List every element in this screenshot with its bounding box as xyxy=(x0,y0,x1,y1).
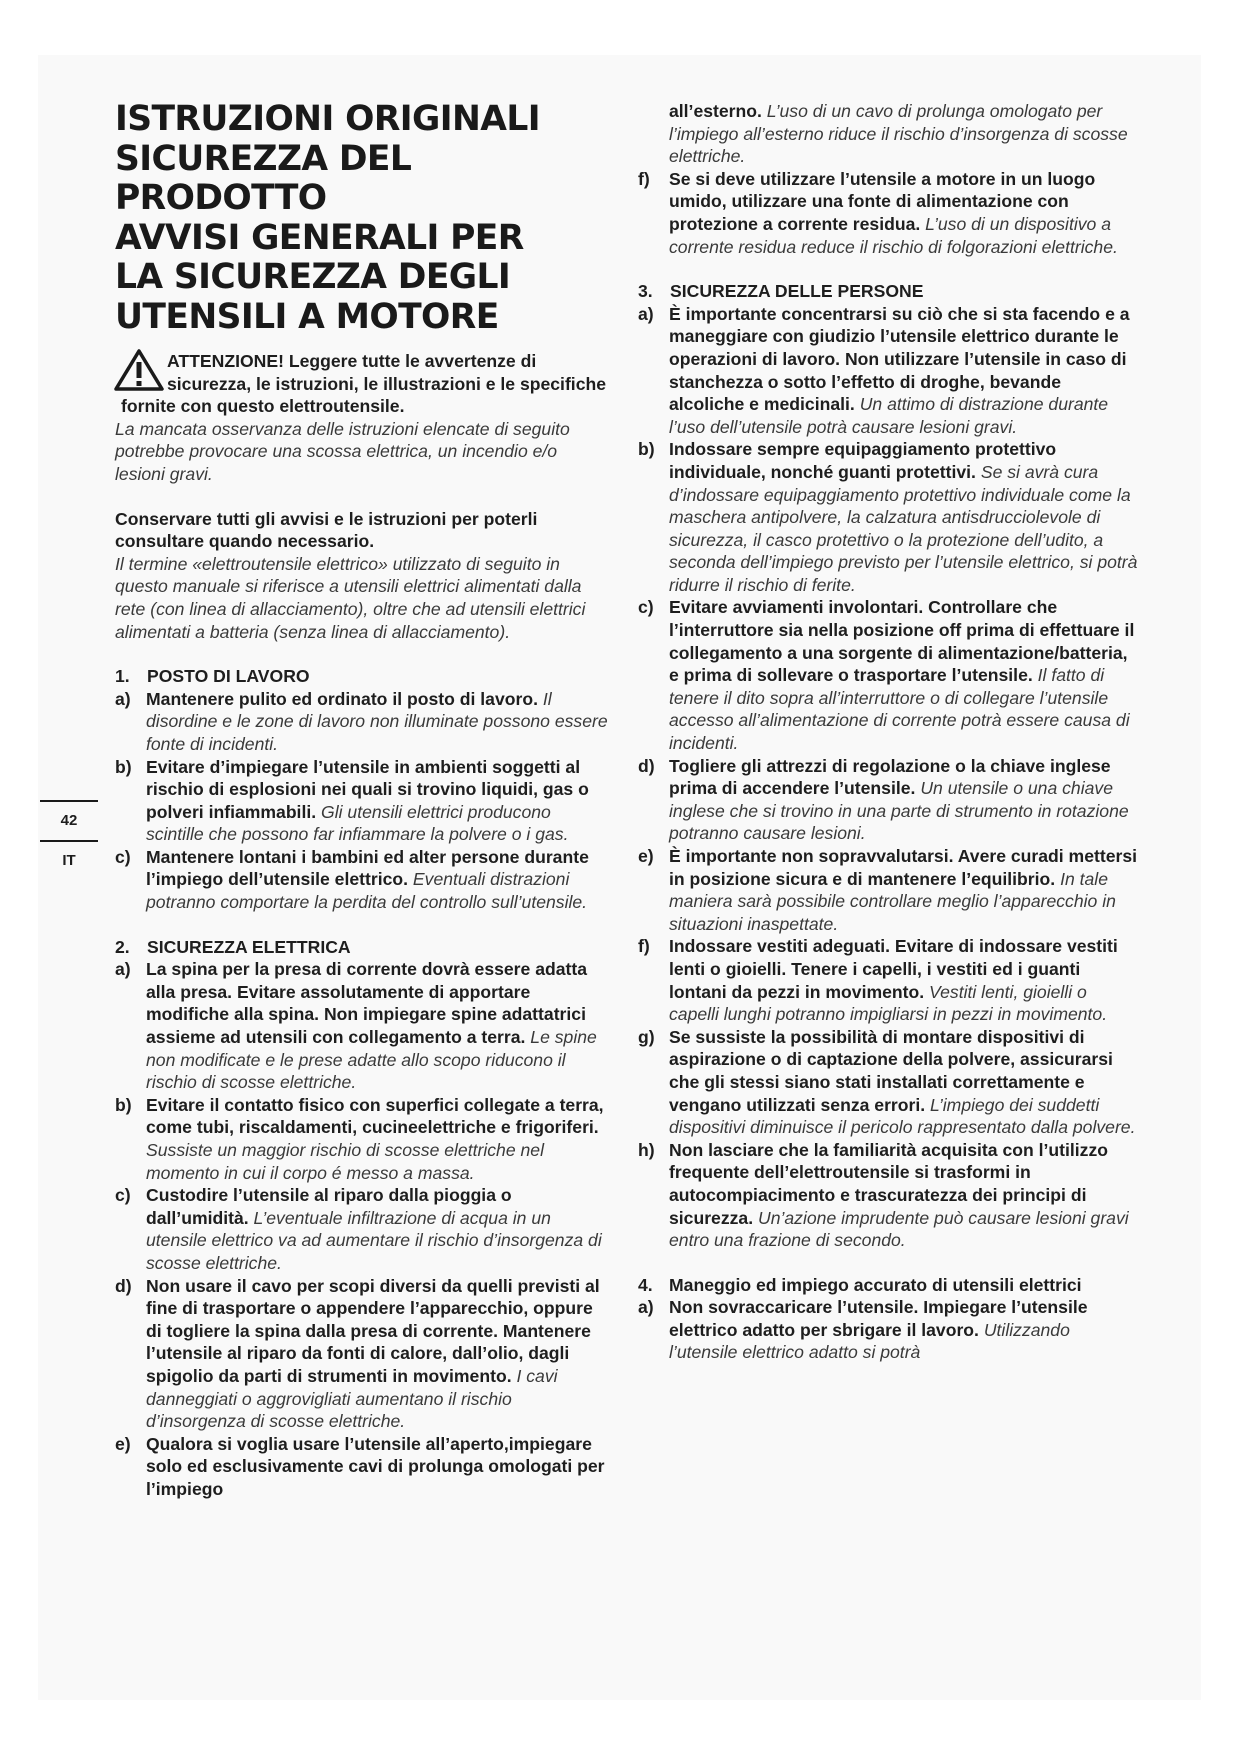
item-note: Se si avrà cura d’indossare equipaggiamento protettivo individuale come la maschera antipolvere, la calzatura antisdrucciolevole di sicurezza, il casco protettivo o la protezione dell’udito, a seconda dell’impiego previsto per l’utensile elettrico, si potrà ridurre il rischio di ferite. xyxy=(669,461,1138,595)
title-line: PRODOTTO xyxy=(115,178,327,218)
item-letter: b) xyxy=(115,756,132,777)
item-instruction: La spina per la presa di corrente dovrà essere adatta alla presa. Evitare assolutamente di apportare modifiche alla spina. Non impiegare spine adattatrici assieme ad utensili con collegamento a terra. xyxy=(146,959,588,1048)
item-instruction: Evitare il contatto fisico con superfici collegate a terra, come tubi, riscaldamenti, cucineelettriche e frigoriferi. xyxy=(146,1094,604,1138)
item-note: Il fatto di tenere il dito sopra all’interruttore o di collegare l’utensile accesso all’alimentazione di corrente potrà essere causa di incidenti. xyxy=(669,665,1130,754)
item-instruction: Qualora si voglia usare l’utensile all’aperto,impiegare solo ed esclusivamente cavi di prolunga omologati per l’impiego xyxy=(146,1433,605,1499)
item-note: L’impiego dei suddetti dispositivi diminuisce il pericolo rappresentato dalla polvere. xyxy=(669,1094,1136,1138)
list-item xyxy=(115,688,611,756)
section-title: Maneggio ed impiego accurato di utensili elettrici xyxy=(669,1274,1082,1295)
list-item xyxy=(638,1026,1138,1139)
item-note: Utilizzando l’utensile elettrico adatto si potrà xyxy=(669,1319,1070,1363)
item-letter: f) xyxy=(638,168,650,189)
document-title xyxy=(115,100,611,337)
list-item xyxy=(638,1296,1138,1364)
title-line: UTENSILI A MOTORE xyxy=(115,296,499,337)
item-instruction: Se si deve utilizzare l’utensile a motore in un luogo umido, utilizzare una fonte di alimentazione con protezione a corrente residua. xyxy=(669,168,1096,234)
warning-text: ATTENZIONE! Leggere tutte le avvertenze di sicurezza, le istruzioni, le illustrazioni e le specifiche fornite con questo elettroutensile. xyxy=(121,351,607,417)
item-instruction: Mantenere lontani i bambini ed alter persone durante l’impiego dell’utensile elettrico. xyxy=(146,846,589,890)
right-column xyxy=(638,100,1138,1364)
item-letter: d) xyxy=(115,1275,132,1296)
keep-instructions: Conservare tutti gli avvisi e le istruzioni per poterli consultare quando necessario. xyxy=(115,508,538,552)
list-item xyxy=(638,168,1138,258)
list-item xyxy=(638,303,1138,439)
divider xyxy=(40,840,98,842)
item-note: Un attimo di distrazione durante l’uso dell’utensile potrà causare lesioni gravi. xyxy=(669,394,1109,437)
list-item xyxy=(638,755,1138,845)
item-instruction: Evitare avviamenti involontari. Controllare che l’interruttore sia nella posizione off prima di effettuare il collegamento a una sorgente di alimentazione/batteria, e prima di sollevare o trasportare l’utensile. xyxy=(669,597,1135,686)
section-title: SICUREZZA DELLE PERSONE xyxy=(670,281,924,302)
page-number: 42 xyxy=(60,812,78,829)
list-item xyxy=(115,1094,611,1184)
item-note: Sussiste un maggior rischio di scosse elettriche nel momento in cui il corpo é messo a massa. xyxy=(146,1140,544,1183)
item-note: Gli utensili elettrici producono scintille che possono far infiammare la polvere o i gas. xyxy=(146,801,569,845)
item-note: Le spine non modificate e le prese adatte allo scopo riducono il rischio di scosse elettriche. xyxy=(146,1027,597,1093)
item-instruction: Evitare d’impiegare l’utensile in ambienti soggetti al rischio di esplosioni nei quali si trovino liquidi, gas o polveri infiammabili. xyxy=(146,756,589,822)
item-letter: a) xyxy=(115,959,131,980)
section-heading xyxy=(115,936,611,959)
title-line: SICUREZZA DEL xyxy=(115,138,412,179)
section-number: 3. xyxy=(638,281,653,302)
item-instruction: Non sovraccaricare l’utensile. Impiegare l’utensile elettrico adatto per sbrigare il lavoro. xyxy=(669,1297,1088,1340)
item-letter: e) xyxy=(115,1433,131,1454)
section-number: 1. xyxy=(115,666,130,687)
item-instruction: Indossare vestiti adeguati. Evitare di indossare vestiti lenti o gioielli. Tenere i capelli, i vestiti ed i guanti lontani da pezzi in movimento. xyxy=(669,936,1118,1002)
item-letter: a) xyxy=(638,303,654,324)
item-letter: f) xyxy=(638,936,650,957)
list-item xyxy=(638,935,1138,1025)
list-item xyxy=(115,1184,611,1274)
page-marker xyxy=(40,800,112,871)
item-letter: d) xyxy=(638,755,655,776)
warning-triangle-icon xyxy=(113,348,165,392)
item-note: L’eventuale infiltrazione di acqua in un utensile elettrico va ad aumentare il rischio d’insorgenza di scosse elettriche. xyxy=(146,1207,602,1273)
item-instruction: È importante concentrarsi su ciò che si sta facendo e a maneggiare con giudizio l’utensile elettrico durante le operazioni di lavoro. Non utilizzare l’utensile in caso di stanchezza o sotto l’effetto di droghe, bevande alcoliche e medicinali. xyxy=(669,303,1130,415)
item-note: I cavi danneggiati o aggrovigliati aumentano il rischio d’insorgenza di scosse elettriche. xyxy=(146,1365,558,1432)
section-number: 4. xyxy=(638,1274,653,1295)
section-heading xyxy=(115,665,611,688)
item-instruction: Se sussiste la possibilità di montare dispositivi di aspirazione o di captazione della polvere, assicurarsi che gli stessi siano stati installati correttamente e vengano utilizzati senza errori. xyxy=(669,1026,1113,1115)
warning-note: La mancata osservanza delle istruzioni elencate di seguito potrebbe provocare una scossa elettrica, un incendio e/o lesioni gravi. xyxy=(115,418,570,484)
item-instruction: È importante non sopravvalutarsi. Avere curadi mettersi in posizione sicura e di mantenere l’equilibrio. xyxy=(669,846,1138,889)
list-item xyxy=(115,756,611,846)
item-instruction: Mantenere pulito ed ordinato il posto di lavoro. xyxy=(146,688,538,709)
divider xyxy=(40,800,98,802)
warning-block xyxy=(115,350,611,486)
list-item xyxy=(115,846,611,914)
list-item xyxy=(115,958,611,1094)
title-line: LA SICUREZZA DEGLI xyxy=(115,257,511,297)
item-letter: c) xyxy=(115,1185,131,1206)
item-note: In tale maniera sarà possibile controllare meglio l’apparecchio in situazioni inaspettate. xyxy=(669,868,1116,934)
list-item xyxy=(115,1433,611,1501)
item-instruction: Togliere gli attrezzi di regolazione o la chiave inglese prima di accendere l’utensile. xyxy=(669,755,1111,799)
item-letter: b) xyxy=(638,439,655,460)
list-item-continued xyxy=(638,100,1138,168)
list-item xyxy=(115,1275,611,1433)
item-instruction: all’esterno. xyxy=(669,101,762,121)
section-title: SICUREZZA ELETTRICA xyxy=(147,936,351,957)
list-item xyxy=(638,845,1138,935)
list-item xyxy=(638,438,1138,596)
item-letter: e) xyxy=(638,846,654,866)
item-note: Vestiti lenti, gioielli o capelli lunghi potranno impigliarsi in pezzi in movimento. xyxy=(669,981,1108,1025)
title-line: ISTRUZIONI ORIGINALI xyxy=(115,99,540,139)
item-note: Eventuali distrazioni potranno comportare la perdita del controllo sull’utensile. xyxy=(146,869,588,913)
title-line: AVVISI GENERALI PER xyxy=(115,217,524,258)
item-letter: a) xyxy=(115,688,131,709)
item-letter: b) xyxy=(115,1094,132,1115)
list-item xyxy=(638,1139,1138,1252)
item-instruction: Custodire l’utensile al riparo dalla pioggia o dall’umidità. xyxy=(146,1185,512,1228)
left-column xyxy=(115,100,611,1501)
item-instruction: Non usare il cavo per scopi diversi da quelli previsti al fine di trasportare o appendere l’apparecchio, oppure di togliere la spina dalla presa di corrente. Mantenere l’utensile al riparo da fonti di calore, dall’olio, dagli spigolio da parti di strumenti in movimento. xyxy=(146,1275,600,1386)
item-letter: a) xyxy=(638,1297,654,1318)
list-item xyxy=(638,596,1138,754)
section-number: 2. xyxy=(115,936,130,957)
section-heading xyxy=(638,1274,1138,1297)
language-code: IT xyxy=(62,852,76,869)
item-instruction: Non lasciare che la familiarità acquisita con l’utilizzo frequente dell’elettroutensile si trasformi in autocompiacimento e trascuratezza dei principi di sicurezza. xyxy=(669,1139,1109,1228)
item-letter: h) xyxy=(638,1139,655,1160)
item-instruction: Indossare sempre equipaggiamento protettivo individuale, nonché guanti protettivi. xyxy=(669,439,1057,482)
section-heading xyxy=(638,280,1138,303)
item-note: Un utensile o una chiave inglese che si trovino in una parte di strumento in rotazione potranno causare lesioni. xyxy=(669,778,1129,844)
item-letter: c) xyxy=(115,846,131,867)
item-note: L’uso di un cavo di prolunga omologato per l’impiego all’esterno riduce il rischio d’insorgenza di scosse elettriche. xyxy=(669,101,1128,167)
item-note: Il disordine e le zone di lavoro non illuminate possono essere fonte di incidenti. xyxy=(146,688,608,754)
item-letter: g) xyxy=(638,1026,655,1047)
definition-note: Il termine «elettroutensile elettrico» utilizzato di seguito in questo manuale si riferisce a utensili elettrici alimentati dalla rete (con linea di allacciamento), oltre che ad utensili elettrici alimentati a batteria (senza linea di allacciamento). xyxy=(115,553,586,642)
item-letter: c) xyxy=(638,597,654,618)
section-title: POSTO DI LAVORO xyxy=(147,666,310,687)
item-note: Un’azione imprudente può causare lesioni gravi entro una frazione di secondo. xyxy=(669,1207,1129,1251)
item-note: L’uso di un dispositivo a corrente residua reduce il rischio di folgorazioni elettriche. xyxy=(669,213,1118,257)
